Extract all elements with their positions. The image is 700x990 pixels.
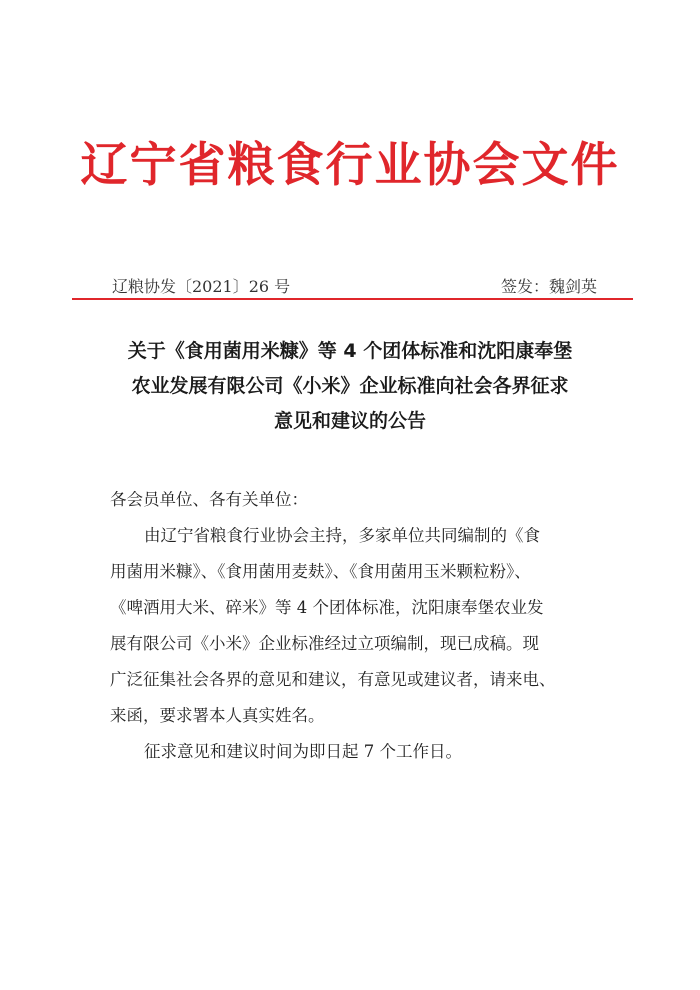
notice-body	[110, 482, 600, 770]
org-header-title: 辽宁省粮食行业协会文件	[80, 138, 620, 193]
paragraph-line: 展有限公司《小米》企业标准经过立项编制，现已成稿。现	[110, 634, 539, 653]
document-number: 辽粮协发〔2021〕26 号	[112, 277, 291, 296]
deadline-paragraph: 征求意见和建议时间为即日起 7 个工作日。	[144, 742, 462, 761]
notice-title	[80, 334, 620, 439]
paragraph-line: 由辽宁省粮食行业协会主持，多家单位共同编制的《食	[144, 526, 540, 545]
paragraph-line: 《啤酒用大米、碎米》等 4 个团体标准，沈阳康奉堡农业发	[110, 598, 544, 617]
paragraph-line: 广泛征集社会各界的意见和建议，有意见或建议者，请来电、	[110, 670, 556, 689]
notice-title-line: 意见和建议的公告	[273, 410, 426, 432]
paragraph-line: 用菌用米糠》、《食用菌用麦麸》、《食用菌用玉米颗粒粉》、	[110, 562, 531, 581]
notice-title-line: 关于《食用菌用米糠》等 4 个团体标准和沈阳康奉堡	[127, 340, 573, 362]
paragraph-line: 来函，要求署本人真实姓名。	[110, 706, 325, 725]
salutation: 各会员单位、各有关单位：	[110, 490, 308, 509]
document-signer: 签发：魏剑英	[500, 277, 597, 296]
header-red-rule	[72, 298, 633, 300]
notice-title-line: 农业发展有限公司《小米》企业标准向社会各界征求	[131, 375, 569, 397]
